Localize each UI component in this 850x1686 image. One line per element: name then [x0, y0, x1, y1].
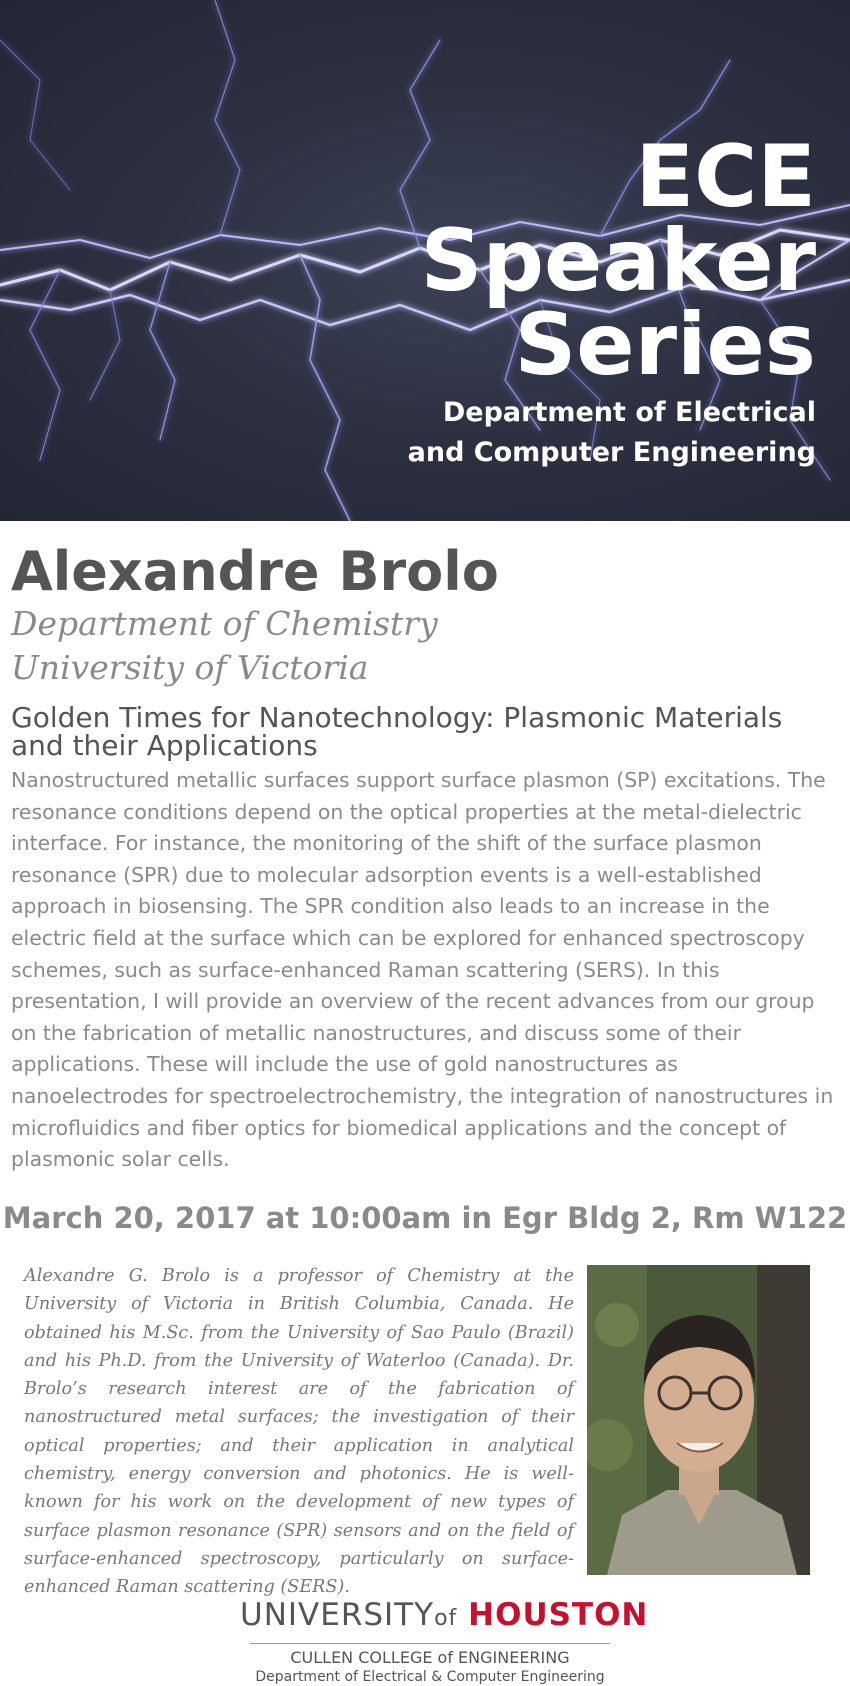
department-line-1: Department of Electrical	[442, 397, 816, 428]
talk-title: Golden Times for Nanotechnology: Plasmonic Materials and their Applications	[11, 701, 783, 762]
logo-of: of	[434, 1606, 458, 1631]
series-title-line-1: ECE	[635, 127, 816, 227]
logo-department: Department of Electrical & Computer Engineering	[255, 1669, 605, 1685]
header-banner	[0, 0, 850, 521]
speaker-portrait-icon	[587, 1265, 810, 1575]
speaker-name: Alexandre Brolo	[11, 540, 499, 603]
speaker-affiliation	[11, 602, 438, 690]
series-title	[420, 127, 816, 395]
series-title-line-2: Speaker	[420, 211, 816, 311]
university-wordmark	[240, 1597, 649, 1637]
department-line-2: and Computer Engineering	[407, 437, 816, 468]
affiliation-department: Department of Chemistry	[11, 604, 438, 643]
logo-university: UNIVERSITY	[240, 1597, 435, 1633]
speaker-bio: Alexandre G. Brolo is a professor of Chemistry at the University of Victoria in British Columbia, Canada. He obtained his M.Sc. from the University of Sao Paulo (Brazil) and his Ph.D. from the University of Waterloo (Canada). Dr. Brolo’s research interest are of the fabrication of nanostructured metal surfaces; the investigation of their optical properties; and their application in analytical chemistry, energy conversion and photonics. He is well-known for his work on the development of new types of surface plasmon resonance (SPR) sensors and on the field of surface-enhanced spectroscopy, particularly on surface-enhanced Raman scattering (SERS).	[24, 1266, 574, 1598]
talk-abstract: Nanostructured metallic surfaces support surface plasmon (SP) excitations. The resonance conditions depend on the optical properties at the metal-dielectric interface. For instance, the monitoring of the shift of the surface plasmon resonance (SPR) due to molecular adsorption events is a well-established approach in biosensing. The SPR condition also leads to an increase in the electric field at the surface which can be explored for enhanced spectroscopy schemes, such as surface-enhanced Raman scattering (SERS). In this presentation, I will provide an overview of the recent advances from our group on the fabrication of metallic nanostructures, and discuss some of their applications. These will include the use of gold nanostructures as nanoelectrodes for spectroelectrochemistry, the integration of nanostructures in microfluidics and fiber optics for biomedical applications and the concept of plasmonic solar cells.	[11, 768, 834, 1172]
affiliation-university: University of Victoria	[11, 648, 369, 687]
logo-college: CULLEN COLLEGE of ENGINEERING	[290, 1648, 570, 1667]
university-logo	[240, 1597, 649, 1686]
event-date-location: March 20, 2017 at 10:00am in Egr Bldg 2, Rm W122	[2, 1201, 848, 1235]
department-subtitle	[408, 393, 816, 473]
speaker-photo	[587, 1265, 810, 1575]
series-title-line-3: Series	[514, 295, 816, 395]
logo-houston: HOUSTON	[468, 1597, 649, 1633]
logo-divider	[250, 1643, 610, 1644]
